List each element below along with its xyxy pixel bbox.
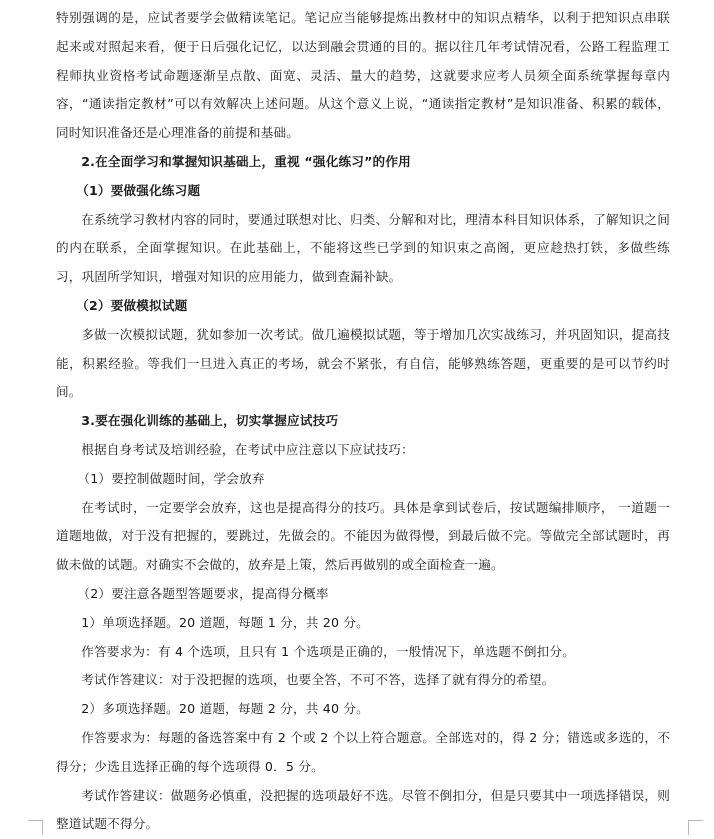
paragraph-mock-exams: 多做一次模拟试题，犹如参加一次考试。做几遍模拟试题，等于增加几次实战练习，并巩固知识，提高技能，积累经验。等我们一旦进入真正的考场，就会不紧张，有自信，能够熟练答题，更重要的是可以节约时间。 (56, 326, 670, 400)
paragraph-single-choice: 1）单项选择题。20 道题，每题 1 分，共 20 分。 (81, 614, 369, 630)
page-corner-mark-left (28, 820, 43, 835)
paragraph-exam-tips-intro: 根据自身考试及培训经验，在考试中应注意以下应试技巧： (81, 441, 414, 457)
paragraph-multiple-choice-advice: 考试作答建议：做题务必慎重，没把握的选项最好不选。尽管不倒扣分，但是只要其中一项选择错误，则整道试题不得分。 (56, 787, 670, 832)
paragraph-time-control: 在考试时，一定要学会放弃，这也是提高得分的技巧。具体是拿到试卷后，按试题编排顺序， 一道题一道题地做，对于没有把握的，要跳过，先做会的。不能因为做得慢，到最后做不完。等做完全部试题时，再做未做的试题。对确实不会做的，放弃是上策，然后再做别的或全面检查一遍。 (56, 499, 670, 573)
subheading-practice-questions: （1）要做强化练习题 (76, 182, 201, 198)
page-corner-mark-right (688, 820, 703, 835)
paragraph-multiple-choice: 2）多项选择题。20 道题，每题 2 分，共 40 分。 (81, 701, 369, 717)
paragraph-intro-notes: 特别强调的是，应试者要学会做精读笔记。笔记应当能够提炼出教材中的知识点精华，以利于把知识点串联起来或对照起来看，便于日后强化记忆，以达到融会贯通的目的。据以往几年考试情况看，公路工程监理工程师执业资格考试命题逐渐呈点散、面宽、灵活、量大的趋势，这就要求应考人员须全面系统掌握每章内容，“通读指定教材”可以有效解决上述问题。从这个意义上说，“通读指定教材”是知识准备、积累的载体，同时知识准备还是心理准备的前提和基础。 (56, 10, 670, 141)
paragraph-practice-questions: 在系统学习教材内容的同时，要通过联想对比、归类、分解和对比，理清本科目知识体系，了解知识之间的内在联系，全面掌握知识。在此基础上，不能将这些已学到的知识束之高阁，更应趁热打铁，多做些练习，巩固所学知识，增强对知识的应用能力，做到查漏补缺。 (56, 211, 670, 285)
item-question-types: （2）要注意各题型答题要求，提高得分概率 (77, 585, 329, 601)
document-body (56, 4, 670, 839)
paragraph-single-choice-requirement: 作答要求为：有 4 个选项，且只有 1 个选项是正确的，一般情况下，单选题不倒扣分。 (81, 643, 576, 659)
paragraph-single-choice-advice: 考试作答建议：对于没把握的选项，也要全答，不可不答，选择了就有得分的希望。 (81, 672, 555, 688)
section-heading-2: 2.在全面学习和掌握知识基础上，重视 “强化练习”的作用 (81, 153, 411, 169)
section-heading-3: 3.要在强化训练的基础上，切实掌握应试技巧 (81, 413, 339, 429)
paragraph-multiple-choice-requirement: 作答要求为：每题的备选答案中有 2 个或 2 个以上符合题意。全部选对的，得 2 分；错选或多选的，不得分；少选且选择正确的每个选项得 0．5 分。 (56, 729, 670, 774)
item-time-control: （1）要控制做题时间，学会放弃 (77, 470, 265, 486)
subheading-mock-exams: （2）要做模拟试题 (76, 297, 188, 313)
